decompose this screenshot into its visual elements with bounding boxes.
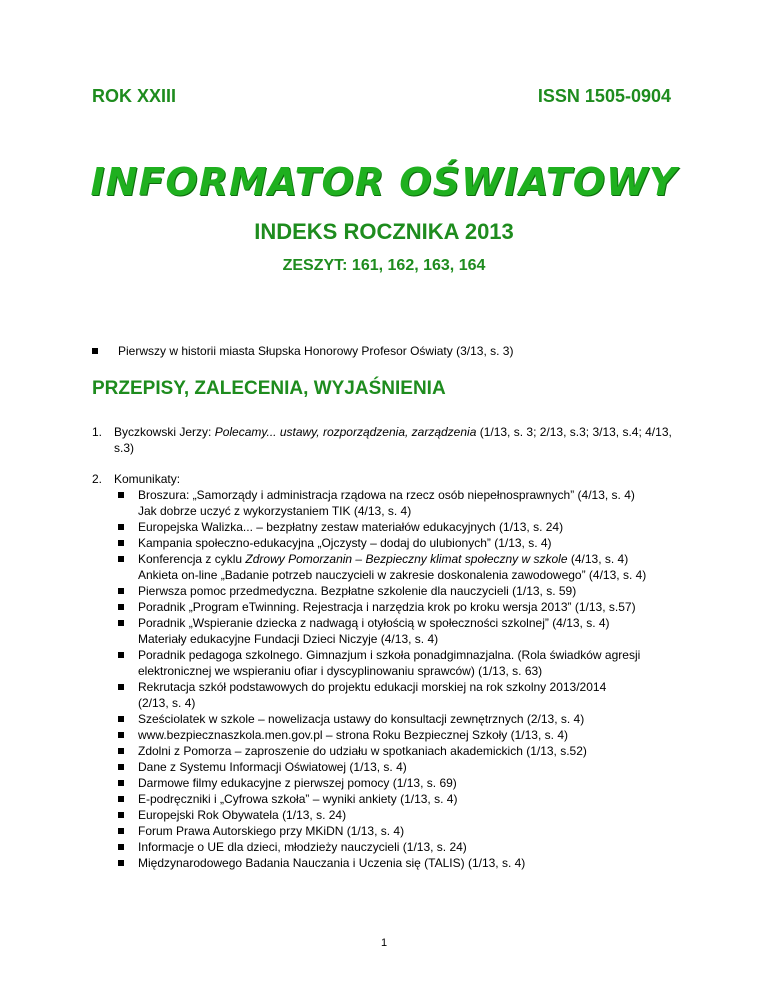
list-item [118, 759, 692, 775]
list-item-line: Dane z Systemu Informacji Oświatowej (1/13, s. 4) [138, 760, 407, 774]
list-item-line: www.bezpiecznaszkola.men.gov.pl – strona Roku Bezpiecznej Szkoły (1/13, s. 4) [138, 728, 568, 742]
list-item [118, 551, 692, 583]
list-item-line: E-podręczniki i „Cyfrowa szkoła” – wyniki ankiety (1/13, s. 4) [138, 792, 458, 806]
list-item-line: Europejska Walizka... – bezpłatny zestaw materiałów edukacyjnych (1/13, s. 24) [138, 520, 564, 534]
list-item [118, 599, 692, 615]
item-number: 2. [92, 472, 103, 486]
bullet-icon [118, 796, 124, 802]
list-item-2 [92, 471, 692, 871]
line-text: Konferencja z cyklu [138, 552, 246, 566]
list-item-line: Rekrutacja szkół podstawowych do projektu edukacji morskiej na rok szkolny 2013/2014 [138, 680, 607, 694]
list-item-line: Darmowe filmy edukacyjne z pierwszej pomocy (1/13, s. 69) [138, 776, 457, 790]
section-heading: PRZEPISY, ZALECENIA, WYJAŚNIENIA [92, 378, 446, 399]
list-item-line: Poradnik pedagoga szkolnego. Gimnazjum i szkoła ponadgimnazjalna. (Rola świadków agresji [138, 648, 641, 662]
line-italic-text: Zdrowy Pomorzanin – Bezpieczny klimat społeczny w szkole [245, 552, 568, 566]
bullet-icon [118, 540, 124, 546]
bullet-icon [118, 524, 124, 530]
list-item [118, 807, 692, 823]
bullet-icon [118, 812, 124, 818]
publication-title: INFORMATOR OŚWIATOWY [90, 160, 678, 204]
bullet-icon [118, 764, 124, 770]
list-item [118, 743, 692, 759]
list-item [118, 519, 692, 535]
bullet-icon [118, 844, 124, 850]
list-item [118, 791, 692, 807]
bullet-icon [118, 492, 124, 498]
list-item-line [138, 551, 692, 567]
page-number: 1 [380, 937, 388, 949]
list-item-1 [92, 424, 692, 456]
item-number: 1. [92, 425, 103, 439]
bullet-icon [92, 348, 98, 354]
note-item [92, 344, 513, 358]
list-item-line: Materiały edukacyjne Fundacji Dzieci Niczyje (4/13, s. 4) [138, 632, 439, 646]
issn-label: ISSN 1505-0904 [537, 86, 671, 106]
volume-label: ROK XXIII [92, 86, 177, 106]
bullet-icon [118, 828, 124, 834]
bullet-icon [118, 588, 124, 594]
bullet-icon [118, 716, 124, 722]
bullet-icon [118, 620, 124, 626]
bullet-icon [118, 748, 124, 754]
issues-subtitle: ZESZYT: 161, 162, 163, 164 [282, 257, 486, 274]
list-item-line: Ankieta on-line „Badanie potrzeb nauczycieli w zakresie doskonalenia zawodowego” (4/13, s. 4) [138, 568, 647, 582]
list-item [118, 823, 692, 839]
list-item-line: Poradnik „Wspieranie dziecka z nadwagą i otyłością w społeczności szkolnej” (4/13, s. 4) [138, 616, 610, 630]
list-item [118, 839, 692, 855]
item-refs: (1/13, s. 3; 2/13, s.3; 3/13, s.4; 4/13, s.3) [114, 425, 672, 455]
list-item-line: Broszura: „Samorządy i administracja rządowa na rzecz osób niepełnosprawnych” (4/13, s. 4) [138, 488, 635, 502]
list-item [118, 647, 692, 679]
list-item [118, 535, 692, 551]
bullet-icon [118, 780, 124, 786]
list-item [118, 727, 692, 743]
list-item-line: Zdolni z Pomorza – zaproszenie do udziału w spotkaniach akademickich (1/13, s.52) [138, 744, 587, 758]
list-item [118, 711, 692, 727]
item-title: Polecamy... ustawy, rozporządzenia, zarządzenia [214, 425, 477, 439]
list-item-line: Forum Prawa Autorskiego przy MKiDN (1/13, s. 4) [138, 824, 405, 838]
list-item [118, 487, 692, 519]
list-item-line: Międzynarodowego Badania Nauczania i Uczenia się (TALIS) (1/13, s. 4) [138, 856, 526, 870]
bullet-icon [118, 556, 124, 562]
list-item-line: Kampania społeczno-edukacyjna „Ojczysty – dodaj do ulubionych” (1/13, s. 4) [138, 536, 552, 550]
list-item [118, 679, 692, 711]
announcement-list [118, 487, 692, 871]
list-item-line: Pierwsza pomoc przedmedyczna. Bezpłatne szkolenie dla nauczycieli (1/13, s. 59) [138, 584, 577, 598]
list-item-line: Informacje o UE dla dzieci, młodzieży nauczycieli (1/13, s. 24) [138, 840, 467, 854]
list-item-line: Sześciolatek w szkole – nowelizacja ustawy do konsultacji zewnętrznych (2/13, s. 4) [138, 712, 585, 726]
bullet-icon [118, 732, 124, 738]
list-item [118, 583, 692, 599]
item-author: Byczkowski Jerzy: [114, 425, 215, 439]
list-item-line: (2/13, s. 4) [138, 696, 196, 710]
bullet-icon [118, 652, 124, 658]
list-item [118, 615, 692, 647]
bullet-icon [118, 684, 124, 690]
bullet-icon [118, 604, 124, 610]
note-text: Pierwszy w historii miasta Słupska Honorowy Profesor Oświaty (3/13, s. 3) [118, 344, 514, 358]
index-title: INDEKS ROCZNIKA 2013 [254, 219, 514, 244]
list-item-line: elektronicznej we wspieraniu ofiar i dyscyplinowaniu sprawców) (1/13, s. 63) [138, 664, 543, 678]
bullet-icon [118, 860, 124, 866]
list-item-line: Europejski Rok Obywatela (1/13, s. 24) [138, 808, 347, 822]
list-item-line: Poradnik „Program eTwinning. Rejestracja i narzędzia krok po kroku wersja 2013” (1/13, s.57) [138, 600, 636, 614]
list-item [118, 855, 692, 871]
line-text: (4/13, s. 4) [567, 552, 629, 566]
list-item [118, 775, 692, 791]
list-item-line: Jak dobrze uczyć z wykorzystaniem TIK (4/13, s. 4) [138, 504, 412, 518]
item-label: Komunikaty: [114, 472, 181, 486]
